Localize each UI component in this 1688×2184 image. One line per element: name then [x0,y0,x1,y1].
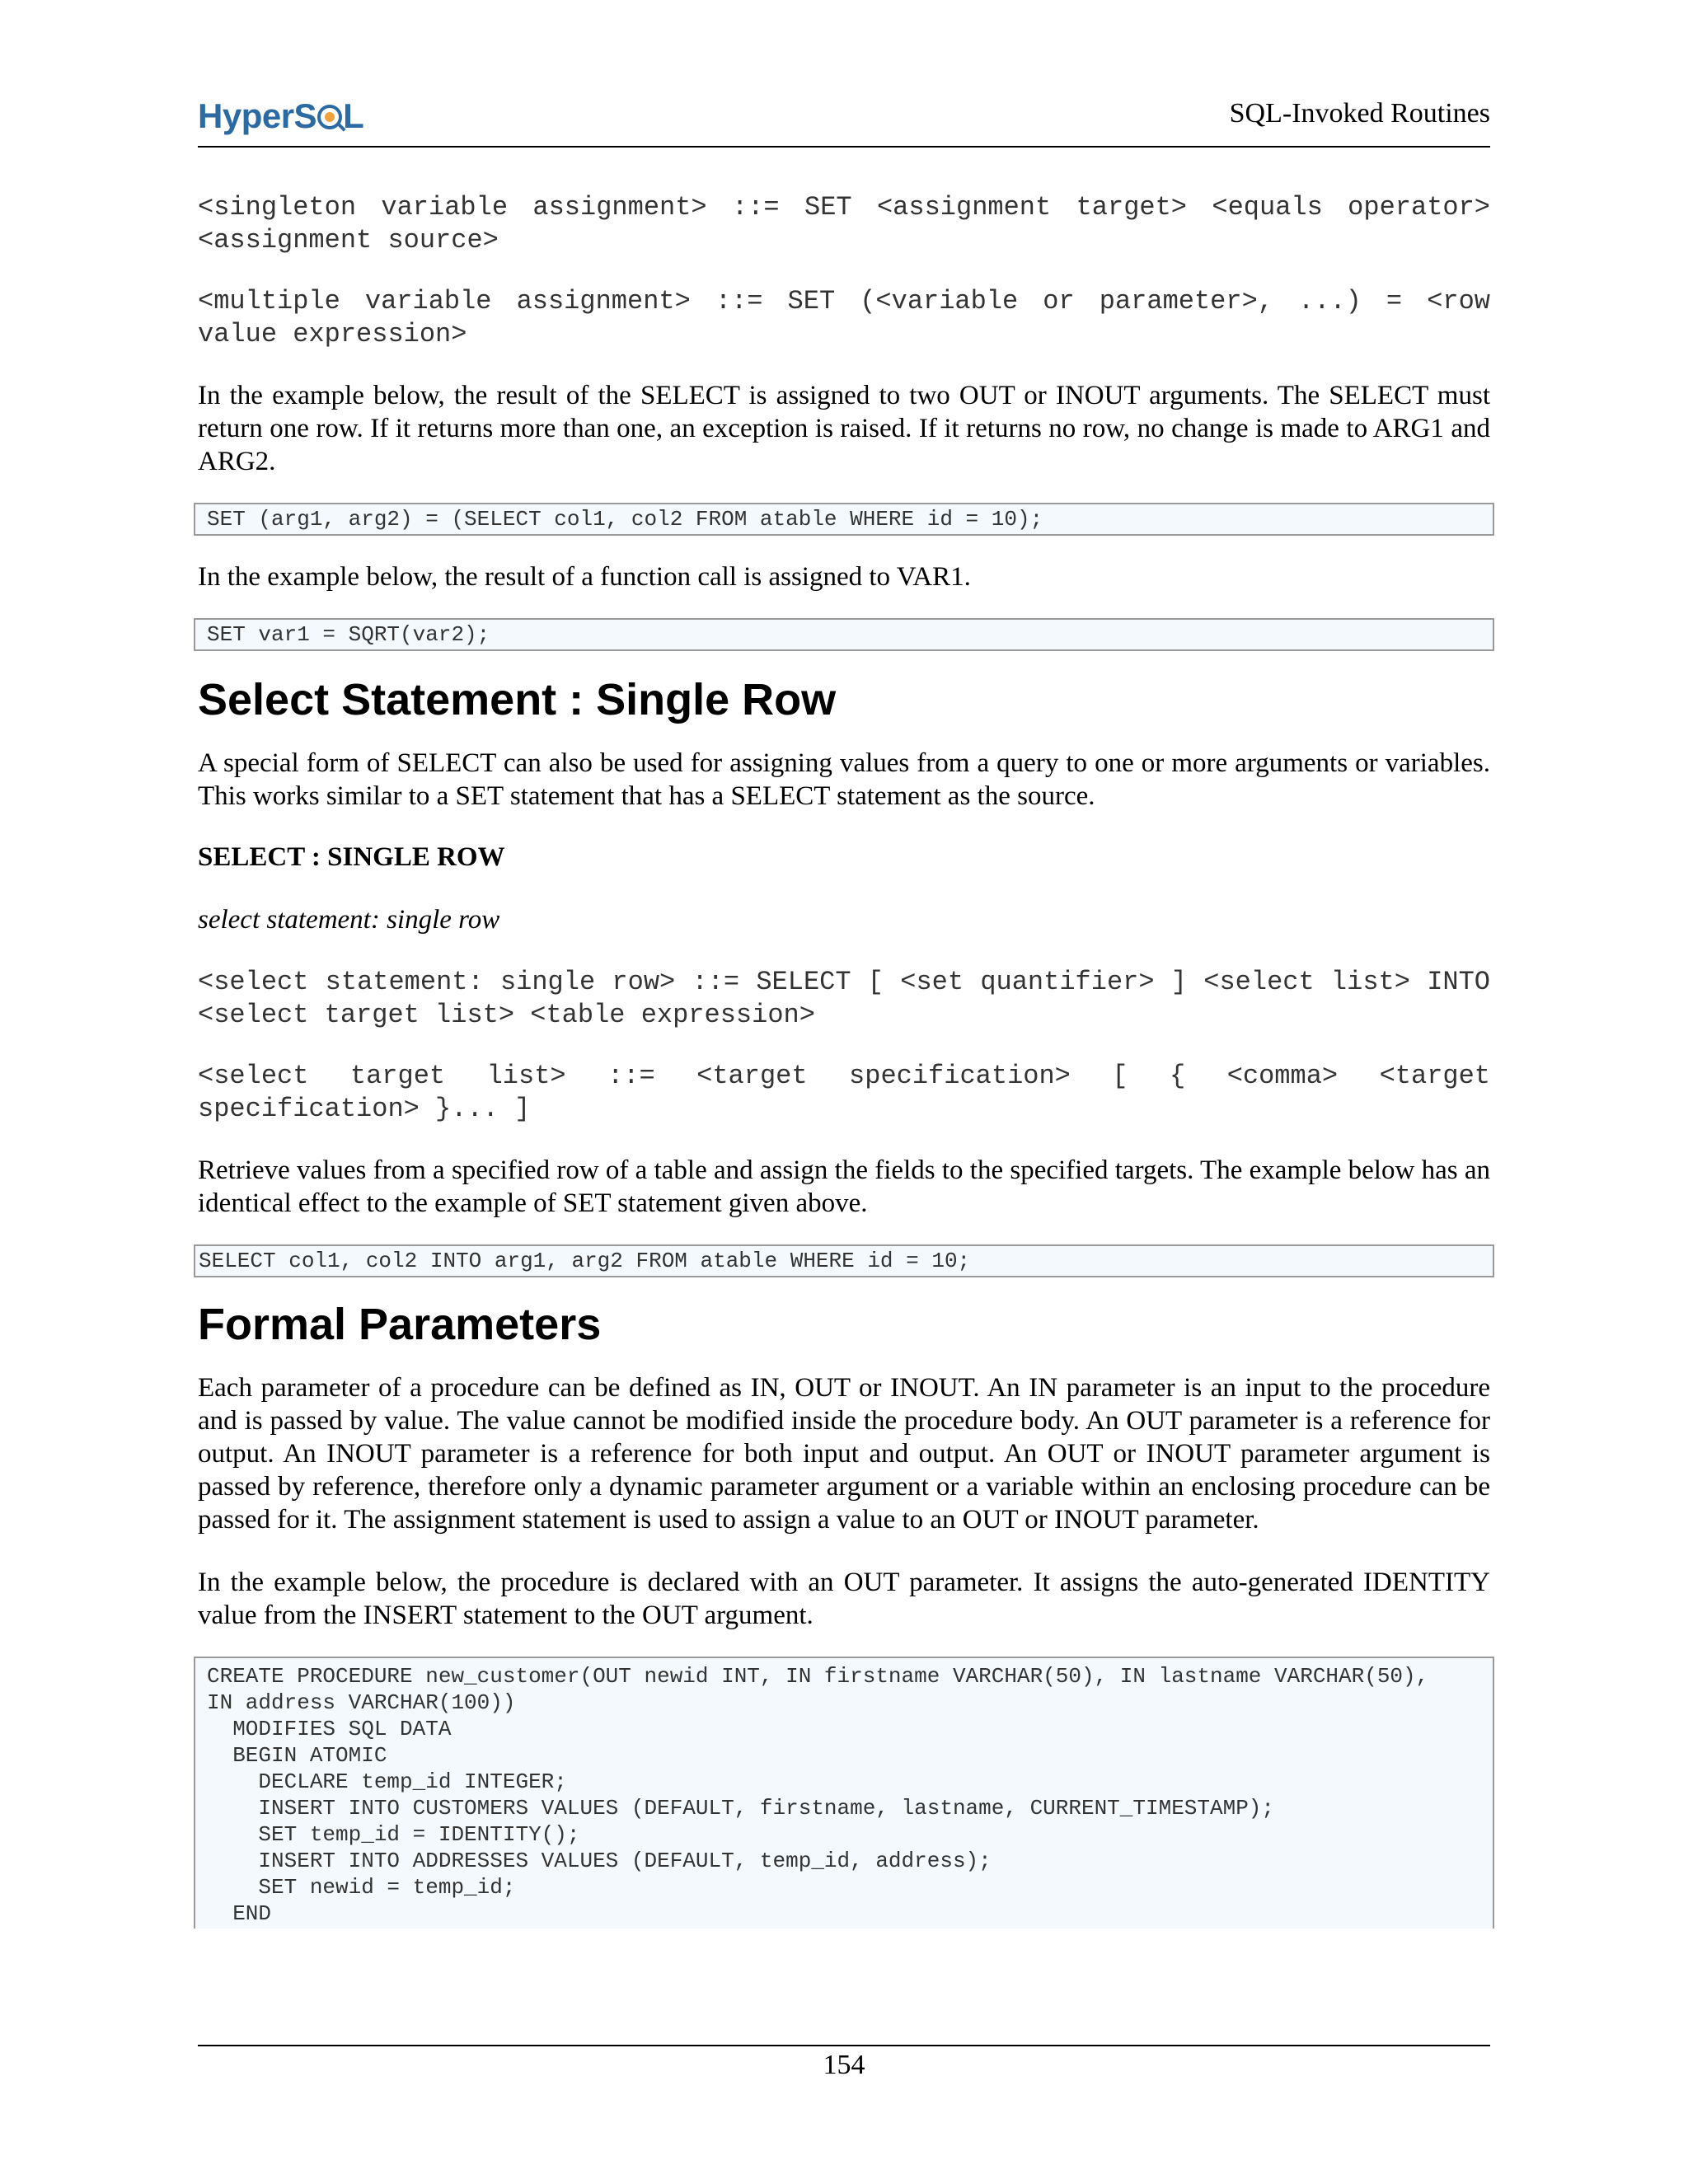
logo-text-right: L [343,96,364,135]
page-content [198,191,1490,1929]
paragraph-retrieve-values: Retrieve values from a specified row of a table and assign the fields to the specified targets. The example below has an identical effect to the example of SET statement given above. [198,1155,1490,1218]
code-select-into: SELECT col1, col2 INTO arg1, arg2 FROM atable WHERE id = 10; [194,1244,1494,1277]
page-number: 154 [823,2050,865,2080]
footer-divider [198,2045,1490,2046]
code-create-procedure: CREATE PROCEDURE new_customer(OUT newid INT, IN firstname VARCHAR(50), IN lastname VARCHAR(50), IN address VARCHAR(100)) MODIFIES SQL DATA BEGIN ATOMIC DECLARE temp_id INTEGER; INSERT INTO CUSTOMERS VALUES (DEFAULT, firstname, lastname, CURRENT_TIMESTAMP); SET temp_id = IDENTITY(); INSERT INTO ADDRESSES VALUES (DEFAULT, temp_id, address); SET newid = temp_id; END [194,1657,1494,1929]
paragraph-procedure-example: In the example below, the procedure is declared with an OUT parameter. It assigns the auto-generated IDENTITY value from the INSERT statement to the OUT argument. [198,1568,1490,1630]
syntax-name-select-single-row: select statement: single row [198,905,500,935]
paragraph-formal-parameters: Each parameter of a procedure can be defined as IN, OUT or INOUT. An IN parameter is an input to the procedure and is passed by value. The value cannot be modified inside the procedure body. An OUT parameter is a reference for output. An INOUT parameter is a reference for both input and output. An OUT or INOUT parameter argument is passed by reference, therefore only a dynamic parameter argument or a variable within an enclosing procedure can be passed for it. The assignment statement is used to assign a value to an OUT or INOUT parameter. [198,1373,1490,1535]
hypersql-logo [198,96,363,137]
bnf-select-target-list: <select target list> ::= <target specification> [ { <comma> <target specification> }... ] [198,1061,1490,1124]
bnf-multiple-assignment: <multiple variable assignment> ::= SET (<variable or parameter>, ...) = <row value expression> [198,286,1490,349]
header-divider [198,146,1490,148]
logo-text-left: HyperS [198,96,317,135]
bnf-singleton-assignment: <singleton variable assignment> ::= SET <assignment target> <equals operator> <assignment source> [198,192,1490,255]
paragraph-function-call: In the example below, the result of a function call is assigned to VAR1. [198,562,971,592]
paragraph-special-form: A special form of SELECT can also be used for assigning values from a query to one or more arguments or variables. This works similar to a SET statement that has a SELECT statement as the source. [198,748,1490,811]
bnf-select-single-row: <select statement: single row> ::= SELECT [ <set quantifier> ] <select list> INTO <select target list> <table expression> [198,967,1490,1030]
running-title: SQL-Invoked Routines [1229,98,1490,129]
code-set-select: SET (arg1, arg2) = (SELECT col1, col2 FROM atable WHERE id = 10); [194,503,1494,536]
code-sqrt: SET var1 = SQRT(var2); [194,618,1494,651]
heading-formal-parameters: Formal Parameters [198,1300,602,1349]
paragraph-set-select-example: In the example below, the result of the SELECT is assigned to two OUT or INOUT arguments. The SELECT must return one row. If it returns more than one, an exception is raised. If it returns no row, no change is made to ARG1 and ARG2. [198,381,1490,476]
logo-q-magnifier-icon [317,105,342,129]
heading-select-single-row: Select Statement : Single Row [198,675,837,724]
subheading-select-single-row: SELECT : SINGLE ROW [198,842,505,872]
